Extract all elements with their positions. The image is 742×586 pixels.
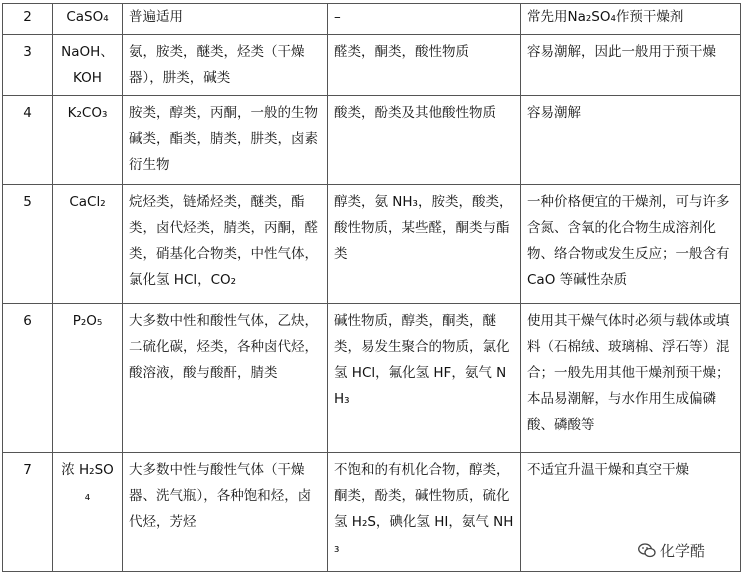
unsuitable-substances: 酸类，酚类及其他酸性物质 <box>328 96 521 185</box>
desiccant-table <box>2 3 741 572</box>
watermark-text: 化学酷 <box>660 542 706 560</box>
drying-agent: NaOH、KOH <box>53 35 123 96</box>
table-row <box>3 96 741 185</box>
suitable-substances: 大多数中性和酸性气体，乙炔，二硫化碳，烃类，各种卤代烃，酸溶液，酸与酸酐，腈类 <box>123 304 328 453</box>
watermark <box>638 540 705 561</box>
wechat-icon <box>638 543 656 558</box>
notes: 容易潮解 <box>521 96 741 185</box>
unsuitable-substances: 碱性物质，醇类，酮类，醚类，易发生聚合的物质，氯化氢 HCl，氟化氢 HF，氨气 NH₃ <box>328 304 521 453</box>
drying-agent: 浓 H₂SO₄ <box>53 453 123 572</box>
suitable-substances: 普遍适用 <box>123 4 328 35</box>
drying-agent: P₂O₅ <box>53 304 123 453</box>
row-number: 4 <box>3 96 53 185</box>
unsuitable-substances: 醛类，酮类，酸性物质 <box>328 35 521 96</box>
row-number: 3 <box>3 35 53 96</box>
table-row <box>3 35 741 96</box>
notes: 不适宜升温干燥和真空干燥 <box>521 453 741 572</box>
table-row <box>3 304 741 453</box>
suitable-substances: 大多数中性与酸性气体（干燥器、洗气瓶），各种饱和烃，卤代烃，芳烃 <box>123 453 328 572</box>
notes: 常先用Na₂SO₄作预干燥剂 <box>521 4 741 35</box>
unsuitable-substances: – <box>328 4 521 35</box>
table-row <box>3 453 741 572</box>
drying-agent: CaCl₂ <box>53 185 123 304</box>
table-row <box>3 4 741 35</box>
unsuitable-substances: 醇类，氨 NH₃，胺类，酸类，酸性物质，某些醛，酮类与酯类 <box>328 185 521 304</box>
notes: 使用其干燥气体时必须与载体或填料（石棉绒、玻璃棉、浮石等）混合；一般先用其他干燥剂预干燥；本品易潮解，与水作用生成偏磷酸、磷酸等 <box>521 304 741 453</box>
suitable-substances: 胺类，醇类，丙酮，一般的生物碱类，酯类，腈类，肼类，卤素衍生物 <box>123 96 328 185</box>
drying-agent: K₂CO₃ <box>53 96 123 185</box>
notes: 一种价格便宜的干燥剂，可与许多含氮、含氧的化合物生成溶剂化物、络合物或发生反应；一般含有 CaO 等碱性杂质 <box>521 185 741 304</box>
unsuitable-substances: 不饱和的有机化合物，醇类，酮类，酚类，碱性物质，硫化氢 H₂S，碘化氢 HI，氨气 NH₃ <box>328 453 521 572</box>
suitable-substances: 烷烃类，链烯烃类，醚类，酯类，卤代烃类，腈类，丙酮，醛类，硝基化合物类，中性气体，氯化氢 HCl，CO₂ <box>123 185 328 304</box>
drying-agent: CaSO₄ <box>53 4 123 35</box>
row-number: 6 <box>3 304 53 453</box>
row-number: 2 <box>3 4 53 35</box>
table-row <box>3 185 741 304</box>
notes: 容易潮解，因此一般用于预干燥 <box>521 35 741 96</box>
row-number: 5 <box>3 185 53 304</box>
suitable-substances: 氨，胺类，醚类，烃类（干燥器），肼类，碱类 <box>123 35 328 96</box>
row-number: 7 <box>3 453 53 572</box>
